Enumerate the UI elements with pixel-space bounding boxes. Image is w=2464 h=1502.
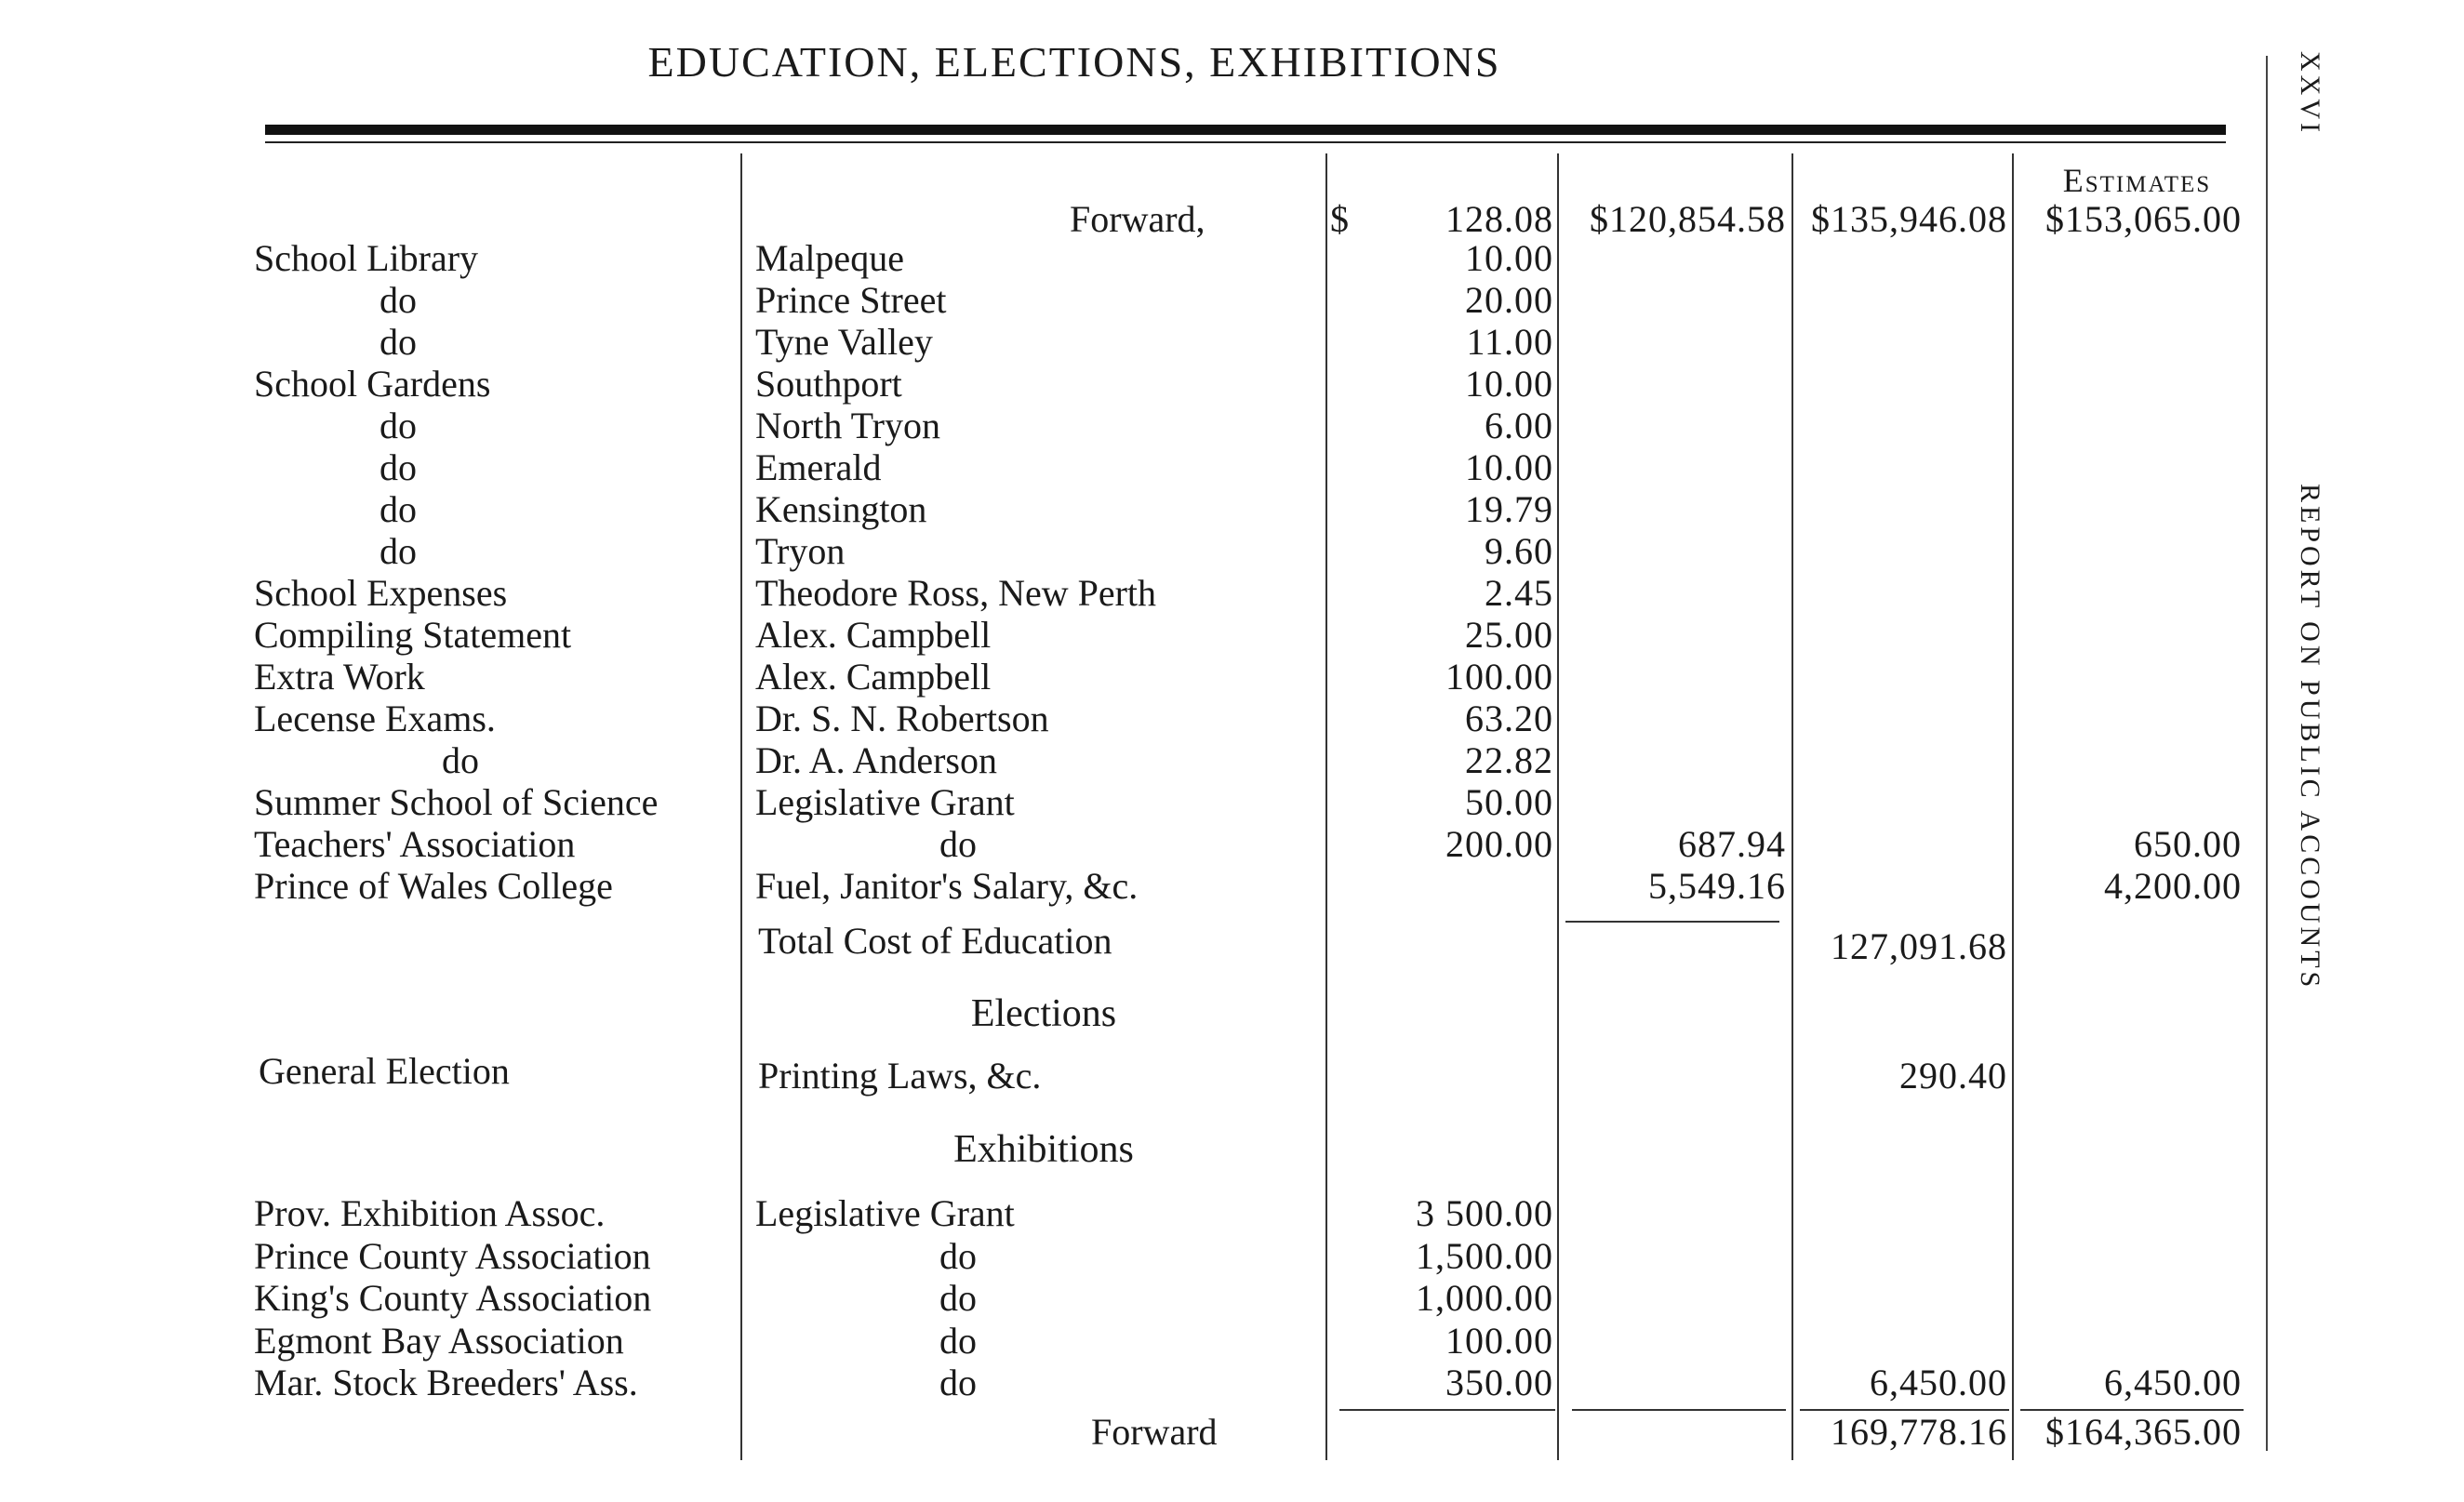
- edu-row-item: do: [380, 446, 417, 488]
- forward-bottom-label: Forward: [1091, 1411, 1218, 1453]
- exh-row-col4: 6,450.00: [2104, 1362, 2242, 1403]
- elections-item: General Election: [259, 1050, 510, 1092]
- edu-row-payee: Dr. A. Anderson: [755, 739, 997, 781]
- edu-row-item: do: [380, 321, 417, 363]
- edu-row-col1: 10.00: [1465, 237, 1553, 279]
- edu-row-col1: 2.45: [1485, 572, 1553, 614]
- edu-row-col1: 22.82: [1465, 739, 1553, 781]
- edu-row-col1: 10.00: [1465, 363, 1553, 405]
- edu-row-col1: 200.00: [1445, 823, 1553, 865]
- forward-col2: $120,854.58: [1590, 198, 1786, 240]
- edu-row-col1: 11.00: [1466, 321, 1553, 363]
- edu-row-col1: 20.00: [1465, 279, 1553, 321]
- edu-row-payee: do: [939, 823, 977, 865]
- running-title: REPORT ON PUBLIC ACCOUNTS: [2295, 484, 2325, 991]
- page-title: EDUCATION, ELECTIONS, EXHIBITIONS: [647, 38, 1501, 86]
- edu-row-item: School Gardens: [254, 363, 491, 405]
- edu-row-item: Extra Work: [254, 656, 425, 698]
- edu-row-payee: Kensington: [755, 488, 927, 530]
- education-total-label: Total Cost of Education: [758, 920, 1112, 962]
- edu-row-payee: Southport: [755, 363, 902, 405]
- estimates-header: Estimates: [2062, 162, 2212, 199]
- forward-rule-col2: [1572, 1409, 1786, 1411]
- elections-payee: Printing Laws, &c.: [758, 1055, 1042, 1097]
- forward-bottom-col3: 169,778.16: [1831, 1411, 2007, 1453]
- forward-col1: $ 128.08: [1330, 198, 1553, 240]
- exhibitions-heading: Exhibitions: [953, 1128, 1134, 1171]
- edu-row-col2: 687.94: [1678, 823, 1786, 865]
- edu-row-col4: 650.00: [2134, 823, 2242, 865]
- edu-row-payee: Alex. Campbell: [755, 656, 992, 698]
- column-divider-payee: [740, 153, 742, 1460]
- exh-row-item: Prince County Association: [254, 1234, 651, 1277]
- edu-row-payee: Theodore Ross, New Perth: [755, 572, 1157, 614]
- exh-row-col1: 350.00: [1445, 1362, 1553, 1403]
- edu-row-payee: Prince Street: [755, 279, 947, 321]
- exh-row-payee: do: [939, 1234, 977, 1277]
- edu-row-payee: Alex. Campbell: [755, 614, 992, 656]
- forward-col4: $153,065.00: [2045, 198, 2242, 240]
- exh-row-col1: 1,000.00: [1416, 1277, 1553, 1319]
- edu-row-col1: 6.00: [1485, 405, 1553, 446]
- exh-row-col3: 6,450.00: [1870, 1362, 2007, 1403]
- elections-heading: Elections: [970, 992, 1117, 1035]
- exh-row-item: King's County Association: [254, 1277, 652, 1319]
- edu-row-item: do: [380, 279, 417, 321]
- edu-row-payee: Tryon: [755, 530, 846, 572]
- edu-row-col1: 9.60: [1485, 530, 1553, 572]
- elections-col3: 290.40: [1899, 1055, 2007, 1097]
- edu-row-col1: 10.00: [1465, 446, 1553, 488]
- subtotal-rule-col2: [1565, 921, 1779, 923]
- forward-label: Forward,: [1070, 198, 1205, 240]
- forward-rule-col1: [1339, 1409, 1555, 1411]
- exh-row-item: Egmont Bay Association: [254, 1319, 624, 1362]
- edu-row-item: School Library: [254, 237, 479, 279]
- exh-row-col1: 1,500.00: [1416, 1234, 1553, 1277]
- exh-row-item: Mar. Stock Breeders' Ass.: [254, 1362, 638, 1403]
- edu-row-col1: 25.00: [1465, 614, 1553, 656]
- header-thick-rule: [265, 125, 2226, 135]
- column-divider-col2: [1557, 153, 1559, 1460]
- column-divider-col3: [1791, 153, 1793, 1460]
- forward-bottom-col4: $164,365.00: [2045, 1411, 2242, 1453]
- edu-row-item: do: [442, 739, 479, 781]
- edu-row-item: Prince of Wales College: [254, 865, 613, 907]
- exh-row-col1: 3 500.00: [1416, 1192, 1553, 1234]
- exh-row-payee: Legislative Grant: [755, 1192, 1015, 1234]
- edu-row-item: Lecense Exams.: [254, 698, 496, 739]
- edu-row-item: Teachers' Association: [254, 823, 576, 865]
- edu-row-payee: Dr. S. N. Robertson: [755, 698, 1049, 739]
- edu-row-payee: Malpeque: [755, 237, 904, 279]
- edu-row-col1: 50.00: [1465, 781, 1553, 823]
- margin-rule: [2266, 56, 2268, 1451]
- exh-row-payee: do: [939, 1319, 977, 1362]
- page-number: XXVI: [2295, 51, 2325, 136]
- edu-row-payee: North Tryon: [755, 405, 940, 446]
- column-divider-col1: [1325, 153, 1327, 1460]
- edu-row-item: School Expenses: [254, 572, 508, 614]
- edu-row-col1: 63.20: [1465, 698, 1553, 739]
- edu-row-item: do: [380, 488, 417, 530]
- exh-row-payee: do: [939, 1362, 977, 1403]
- edu-row-col1: 19.79: [1465, 488, 1553, 530]
- column-divider-col4: [2012, 153, 2014, 1460]
- exh-row-item: Prov. Exhibition Assoc.: [254, 1192, 606, 1234]
- edu-row-item: do: [380, 530, 417, 572]
- exh-row-col1: 100.00: [1445, 1319, 1553, 1362]
- edu-row-payee: Legislative Grant: [755, 781, 1015, 823]
- exh-row-payee: do: [939, 1277, 977, 1319]
- header-thin-rule: [265, 141, 2226, 143]
- edu-row-payee: Tyne Valley: [755, 321, 933, 363]
- edu-row-col1: 100.00: [1445, 656, 1553, 698]
- edu-row-payee: Emerald: [755, 446, 882, 488]
- edu-row-item: do: [380, 405, 417, 446]
- edu-row-item: Compiling Statement: [254, 614, 572, 656]
- edu-row-payee: Fuel, Janitor's Salary, &c.: [755, 865, 1139, 907]
- edu-row-col4: 4,200.00: [2104, 865, 2242, 907]
- edu-row-col2: 5,549.16: [1648, 865, 1786, 907]
- edu-row-item: Summer School of Science: [254, 781, 659, 823]
- education-total-col3: 127,091.68: [1831, 925, 2007, 967]
- forward-col3: $135,946.08: [1811, 198, 2007, 240]
